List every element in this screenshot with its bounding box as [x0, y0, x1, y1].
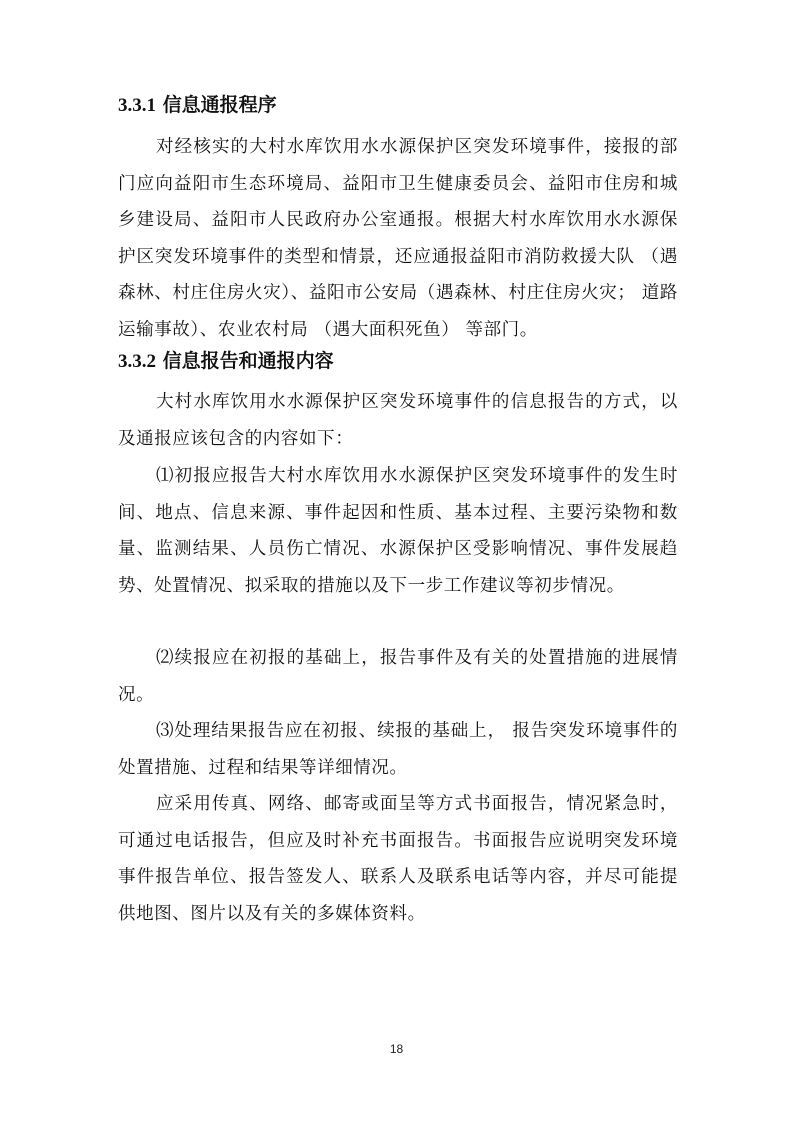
list-item-follow-up-report: ⑵续报应在初报的基础上，报告事件及有关的处置措施的进展情况。 — [118, 648, 678, 705]
section-heading-3-3-2 — [118, 348, 334, 375]
page-number: 18 — [389, 1042, 404, 1056]
list-item-result-report: ⑶处理结果报告应在初报、续报的基础上， 报告突发环境事件的 处置措施、过程和结果等详细情况。 — [118, 721, 678, 778]
body-paragraph: 应采用传真、网络、邮寄或面呈等方式书面报告，情况紧急时，可通过电话报告，但应及时补充书面报告。书面报告应说明突发环境事件报告单位、报告签发人、联系人及联系电话等内容，并尽可能提供地图、图片以及有关的多媒体资料。 — [118, 794, 678, 924]
section-heading-3-3-1 — [118, 92, 277, 119]
section-title: 信息通报程序 — [162, 94, 277, 116]
body-paragraph: 对经核实的大村水库饮用水水源保护区突发环境事件，接报的部门应向益阳市生态环境局、益阳市卫生健康委员会、益阳市住房和城乡建设局、益阳市人民政府办公室通报。根据大村水库饮用水水源保护区突发环境事件的类型和情景，还应通报益阳市消防救援大队 （遇森林、村庄住房火灾）、益阳市公安局（遇森林、村庄住房火灾； 道路运输事故）、农业农村局 （遇大面积死鱼） 等部门。 — [118, 137, 678, 340]
section-number: 3.3.2 — [118, 351, 156, 372]
section-title: 信息报告和通报内容 — [162, 350, 334, 372]
body-paragraph: 大村水库饮用水水源保护区突发环境事件的信息报告的方式，以及通报应该包含的内容如下： — [118, 392, 678, 449]
section-number: 3.3.1 — [118, 95, 156, 116]
list-item-initial-report: ⑴初报应报告大村水库饮用水水源保护区突发环境事件的发生时间、地点、信息来源、事件起因和性质、基本过程、主要污染物和数量、监测结果、人员伤亡情况、水源保护区受影响情况、事件发展趋势、处置情况、拟采取的措施以及下一步工作建议等初步情况。 — [118, 466, 678, 596]
